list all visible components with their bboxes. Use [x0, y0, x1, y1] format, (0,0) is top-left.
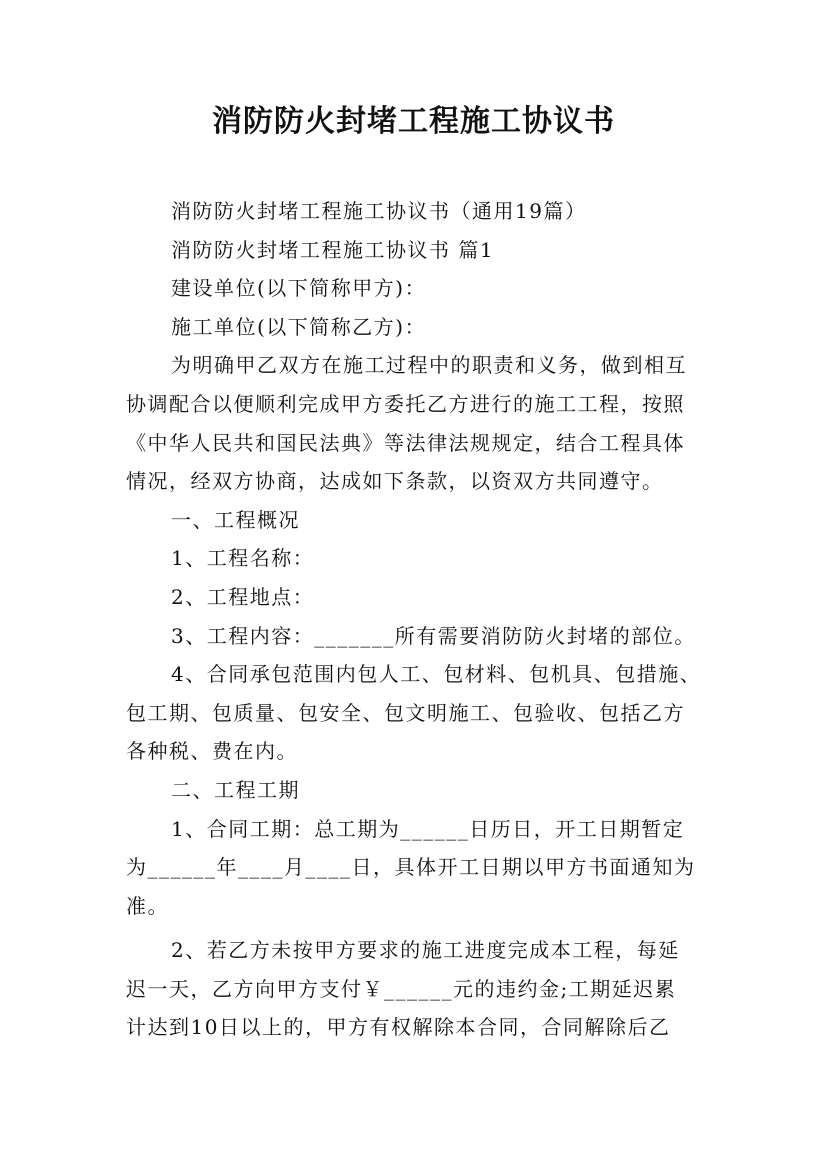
clause-line: 3、工程内容：_______所有需要消防防火封堵的部位。 [171, 623, 696, 648]
clause-line: 2、工程地点： [171, 584, 315, 609]
clause-line: 4、合同承包范围内包人工、包材料、包机具、包措施、 [171, 662, 702, 687]
paragraph-line: 协调配合以便顺利完成甲方委托乙方进行的施工工程，按照 [126, 391, 685, 416]
clause-line: 计达到10日以上的，甲方有权解除本合同，合同解除后乙 [126, 1015, 671, 1040]
clause-heading: 一、工程概况 [171, 507, 300, 532]
clause-heading: 二、工程工期 [171, 777, 300, 802]
document-title: 消防防火封堵工程施工协议书 [212, 104, 615, 139]
clause-line: 1、工程名称： [171, 546, 315, 571]
clause-line: 1、合同工期：总工期为______日历日，开工日期暂定 [171, 816, 685, 841]
paragraph-line: 为明确甲乙双方在施工过程中的职责和义务，做到相互 [171, 353, 687, 378]
clause-line: 各种税、费在内。 [126, 739, 298, 764]
clause-line: 包工期、包质量、包安全、包文明施工、包验收、包括乙方 [126, 700, 685, 725]
clause-line: 2、若乙方未按甲方要求的施工进度完成本工程，每延 [171, 938, 680, 963]
section-heading: 消防防火封堵工程施工协议书 篇1 [171, 237, 495, 262]
paragraph-line: 《中华人民共和国民法典》等法律法规规定，结合工程具体 [126, 430, 685, 455]
paragraph-line: 情况，经双方协商，达成如下条款，以资双方共同遵守。 [126, 469, 664, 494]
party-b-line: 施工单位(以下简称乙方)： [171, 314, 427, 339]
party-a-line: 建设单位(以下简称甲方)： [171, 276, 427, 301]
document-body [126, 192, 711, 1047]
clause-line: 准。 [126, 893, 169, 918]
subtitle-line: 消防防火封堵工程施工协议书（通用19篇） [171, 199, 587, 223]
clause-line: 为______年____月____日，具体开工日期以甲方书面通知为 [126, 855, 696, 880]
clause-line: 迟一天，乙方向甲方支付￥______元的违约金;工期延迟累 [126, 976, 677, 1001]
